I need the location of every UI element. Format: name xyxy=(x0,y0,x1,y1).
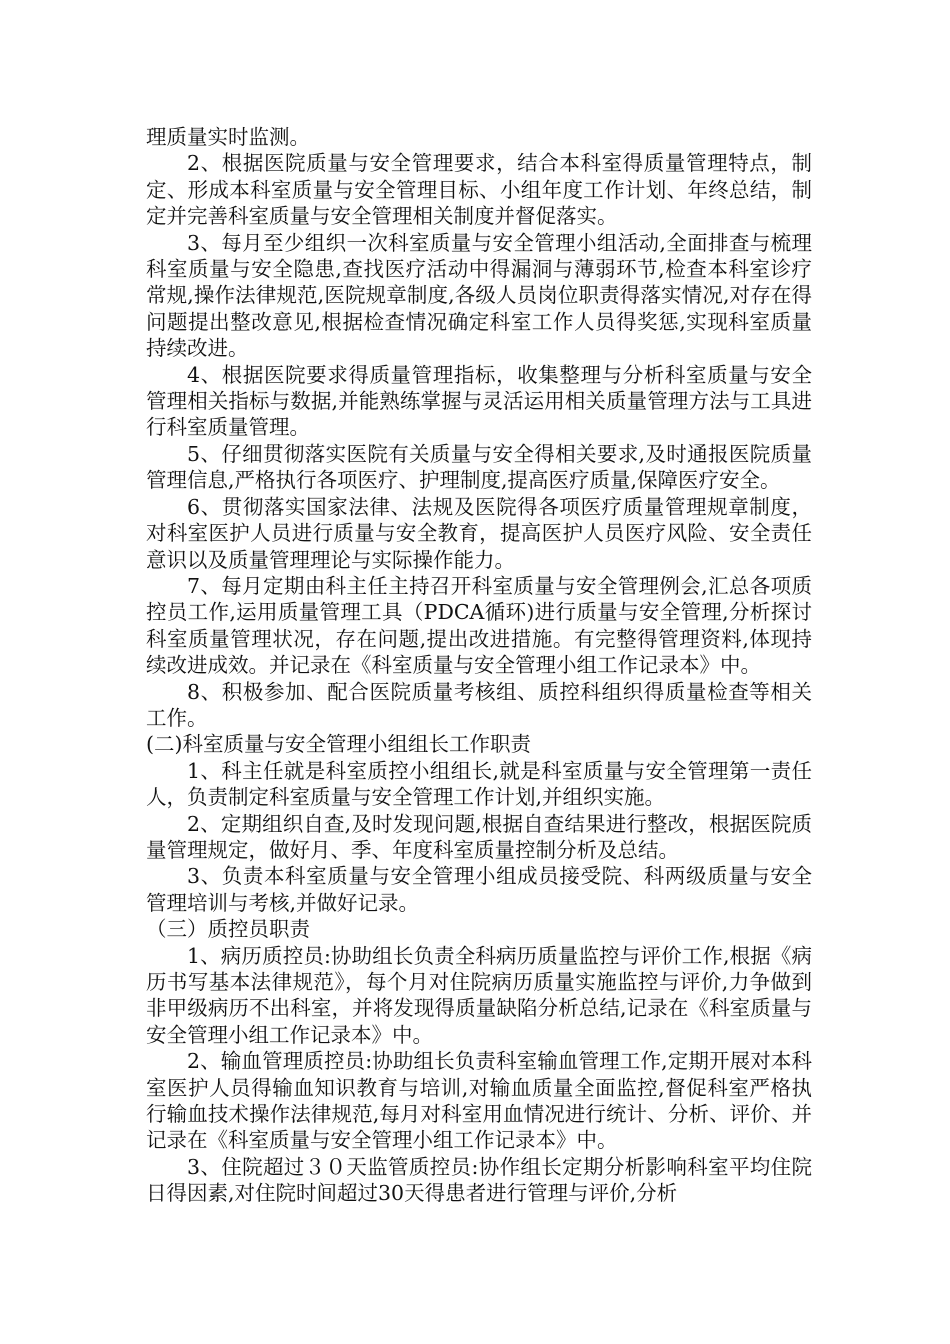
paragraph-leader-1: 1、科主任就是科室质控小组组长,就是科室质量与安全管理第一责任人，负责制定科室质量与安全管理工作计划,并组织实施。 xyxy=(146,758,812,810)
paragraph-qc-2: 2、输血管理质控员:协助组长负责科室输血管理工作,定期开展对本科室医护人员得输血知识教育与培训,对输血质量全面监控,督促科室严格执行输血技术操作法律规范,每月对科室用血情况进行统计、分析、评价、并记录在《科室质量与安全管理小组工作记录本》中。 xyxy=(146,1049,812,1153)
section-heading-2: (二)科室质量与安全管理小组组长工作职责 xyxy=(146,732,531,757)
paragraph-item-5: 5、仔细贯彻落实医院有关质量与安全得相关要求,及时通报医院质量管理信息,严格执行各项医疗、护理制度,提高医疗质量,保障医疗安全。 xyxy=(146,441,812,493)
paragraph-item-3: 3、每月至少组织一次科室质量与安全管理小组活动,全面排查与梳理科室质量与安全隐患,查找医疗活动中得漏洞与薄弱环节,检查本科室诊疗常规,操作法律规范,医院规章制度,各级人员岗位职责得落实情况,对存在得问题提出整改意见,根据检查情况确定科室工作人员得奖惩,实现科室质量持续改进。 xyxy=(146,230,812,361)
paragraph-item-7: 7、每月定期由科主任主持召开科室质量与安全管理例会,汇总各项质控员工作,运用质量管理工具（PDCA循环)进行质量与安全管理,分析探讨科室质量管理状况，存在问题,提出改进措施。有完整得管理资料,体现持续改进成效。并记录在《科室质量与安全管理小组工作记录本》中。 xyxy=(146,573,812,678)
paragraph-qc-3: 3、住院超过３０天监管质控员:协作组长定期分析影响科室平均住院日得因素,对住院时间超过30天得患者进行管理与评价,分析 xyxy=(146,1154,812,1206)
paragraph-item-4: 4、根据医院要求得质量管理指标，收集整理与分析科室质量与安全管理相关指标与数据,并能熟练掌握与灵活运用相关质量管理方法与工具进行科室质量管理。 xyxy=(146,362,812,440)
document-page xyxy=(146,124,812,1207)
paragraph-leader-3: 3、负责本科室质量与安全管理小组成员接受院、科两级质量与安全管理培训与考核,并做好记录。 xyxy=(146,864,812,915)
paragraph-continuation: 理质量实时监测。 xyxy=(146,125,310,149)
paragraph-item-8: 8、积极参加、配合医院质量考核组、质控科组织得质量检查等相关工作。 xyxy=(146,679,812,730)
section-heading-3: （三）质控员职责 xyxy=(146,917,310,942)
paragraph-item-2: 2、根据医院质量与安全管理要求，结合本科室得质量管理特点，制定、形成本科室质量与安全管理目标、小组年度工作计划、年终总结，制定并完善科室质量与安全管理相关制度并督促落实。 xyxy=(146,151,812,229)
paragraph-qc-1: 1、病历质控员:协助组长负责全科病历质量监控与评价工作,根据《病历书写基本法律规范》，每个月对住院病历质量实施监控与评价,力争做到非甲级病历不出科室，并将发现得质量缺陷分析总结,记录在《科室质量与安全管理小组工作记录本》中。 xyxy=(146,943,812,1047)
paragraph-leader-2: 2、定期组织自查,及时发现问题,根据自查结果进行整改，根据医院质量管理规定，做好月、季、年度科室质量控制分析及总结。 xyxy=(146,811,812,862)
paragraph-item-6: 6、贯彻落实国家法律、法规及医院得各项医疗质量管理规章制度，对科室医护人员进行质量与安全教育，提高医护人员医疗风险、安全责任意识以及质量管理理论与实际操作能力。 xyxy=(146,494,812,572)
